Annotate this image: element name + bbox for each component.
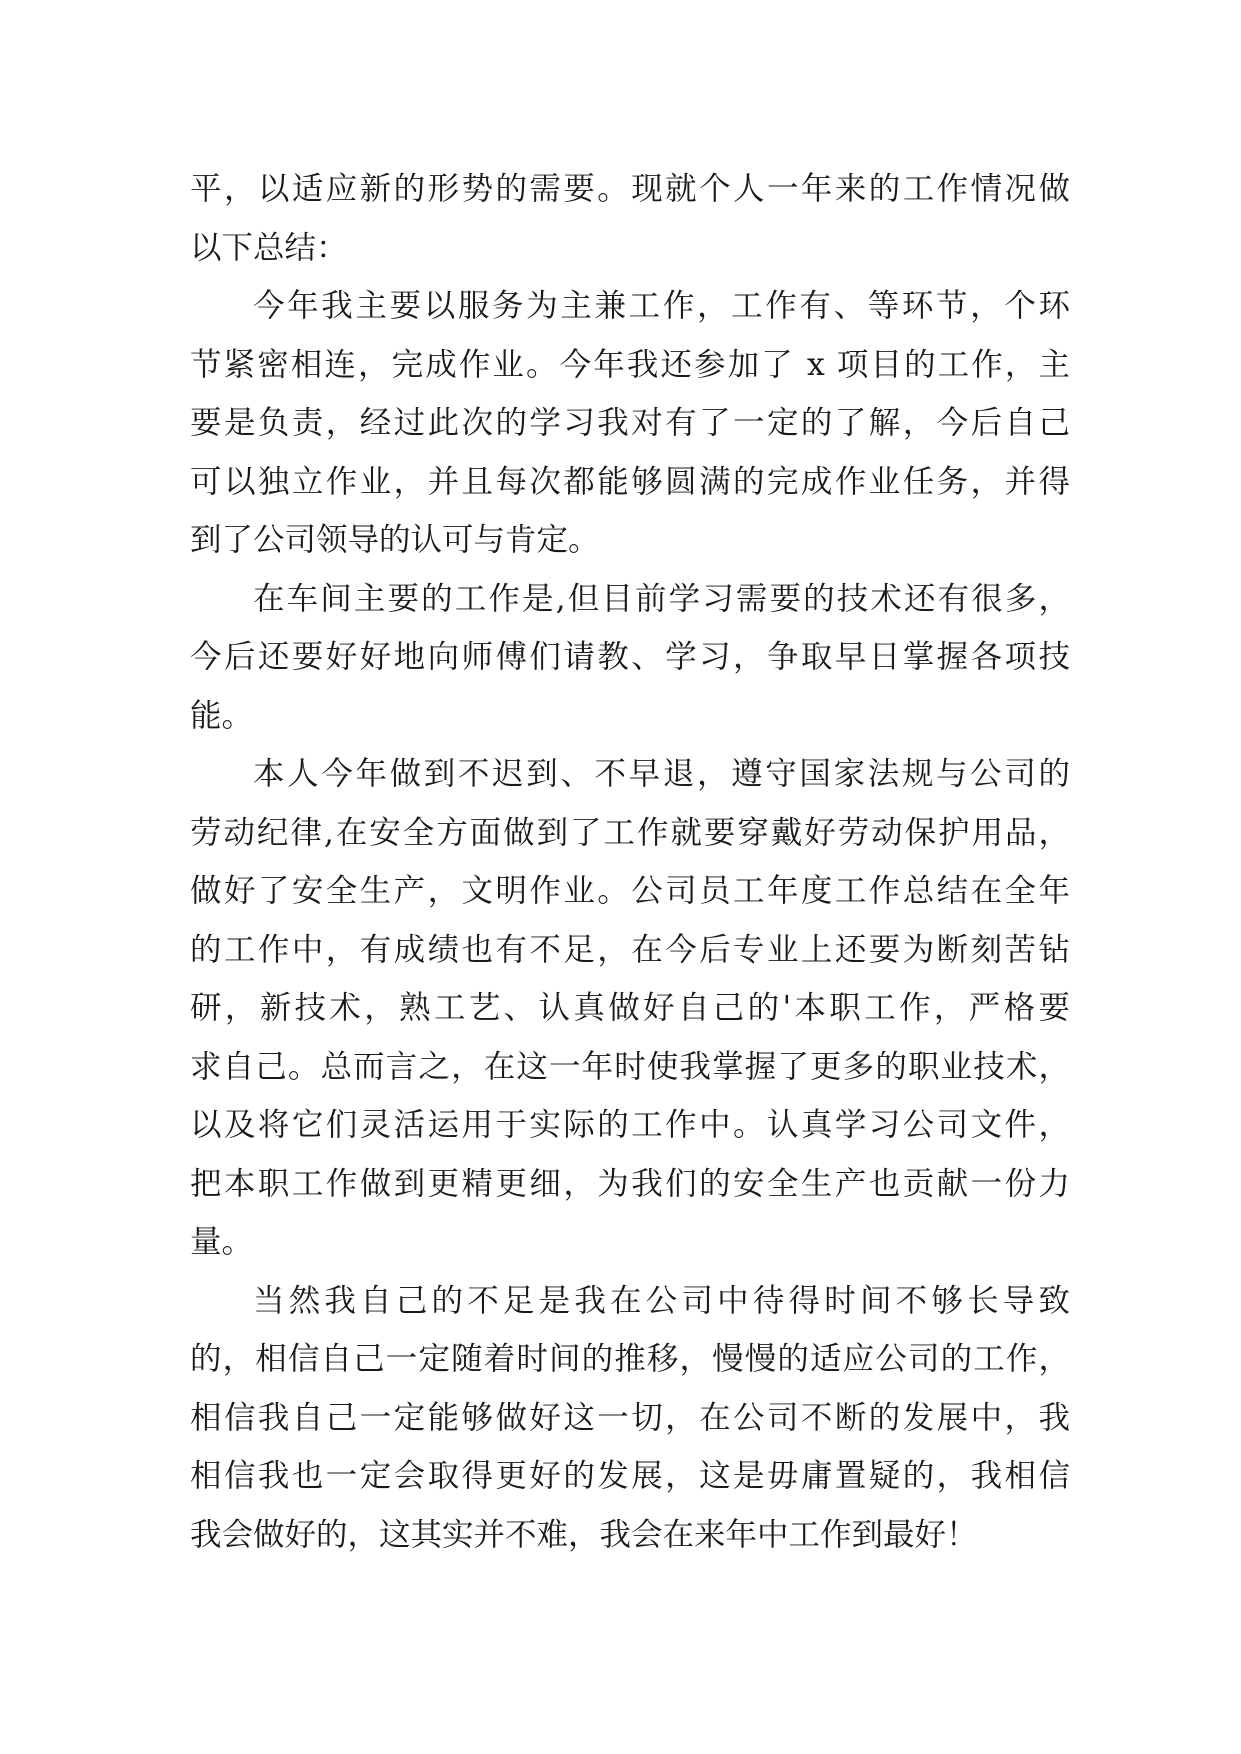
text-line: 到了公司领导的认可与肯定。 xyxy=(190,522,600,558)
text-line: 本人今年做到不迟到、不早退，遵守国家法规与公司的 xyxy=(253,756,1070,792)
text-line: 可以独立作业，并且每次都能够圆满的完成作业任务，并得 xyxy=(190,463,1070,500)
text-line: 今后还要好好地向师傅们请教、学习，争取早日掌握各项技 xyxy=(190,639,1070,675)
text-line: 在车间主要的工作是,但目前学习需要的技术还有很多， xyxy=(253,580,1070,617)
text-line: 以下总结： xyxy=(190,229,348,266)
text-line: 要是负责，经过此次的学习我对有了一定的了解，今后自己 xyxy=(190,405,1070,441)
paragraph xyxy=(190,570,1070,746)
text-line: 节紧密相连，完成作业。今年我还参加了 x 项目的工作，主 xyxy=(190,346,1070,383)
text-line: 求自己。总而言之，在这一年时使我掌握了更多的职业技术， xyxy=(190,1048,1070,1085)
text-line: 的，相信自己一定随着时间的推移，慢慢的适应公司的工作， xyxy=(190,1341,1070,1377)
text-line: 量。 xyxy=(190,1224,254,1260)
text-line: 相信我自己一定能够做好这一切，在公司不断的发展中，我 xyxy=(190,1399,1070,1436)
paragraph xyxy=(190,1272,1070,1565)
text-line: 研，新技术，熟工艺、认真做好自己的'本职工作，严格要 xyxy=(190,990,1070,1026)
text-line: 平，以适应新的形势的需要。现就个人一年来的工作情况做 xyxy=(190,171,1070,207)
text-line: 能。 xyxy=(190,697,254,734)
text-line: 今年我主要以服务为主兼工作，工作有、等环节，个环 xyxy=(253,288,1070,324)
paragraph xyxy=(190,745,1070,1272)
text-line: 当然我自己的不足是我在公司中待得时间不够长导致 xyxy=(253,1282,1070,1319)
document-body xyxy=(190,160,1070,1564)
text-line: 把本职工作做到更精更细，为我们的安全生产也贡献一份力 xyxy=(190,1165,1070,1202)
paragraph xyxy=(190,160,1070,277)
text-line: 做好了安全生产，文明作业。公司员工年度工作总结在全年 xyxy=(190,873,1070,909)
text-line: 我会做好的，这其实并不难，我会在来年中工作到最好！ xyxy=(190,1516,978,1553)
text-line: 劳动纪律,在安全方面做到了工作就要穿戴好劳动保护用品， xyxy=(190,814,1070,851)
text-line: 相信我也一定会取得更好的发展，这是毋庸置疑的，我相信 xyxy=(190,1458,1070,1494)
text-line: 的工作中，有成绩也有不足，在今后专业上还要为断刻苦钻 xyxy=(190,931,1070,968)
text-line: 以及将它们灵活运用于实际的工作中。认真学习公司文件， xyxy=(190,1107,1070,1143)
paragraph xyxy=(190,277,1070,570)
